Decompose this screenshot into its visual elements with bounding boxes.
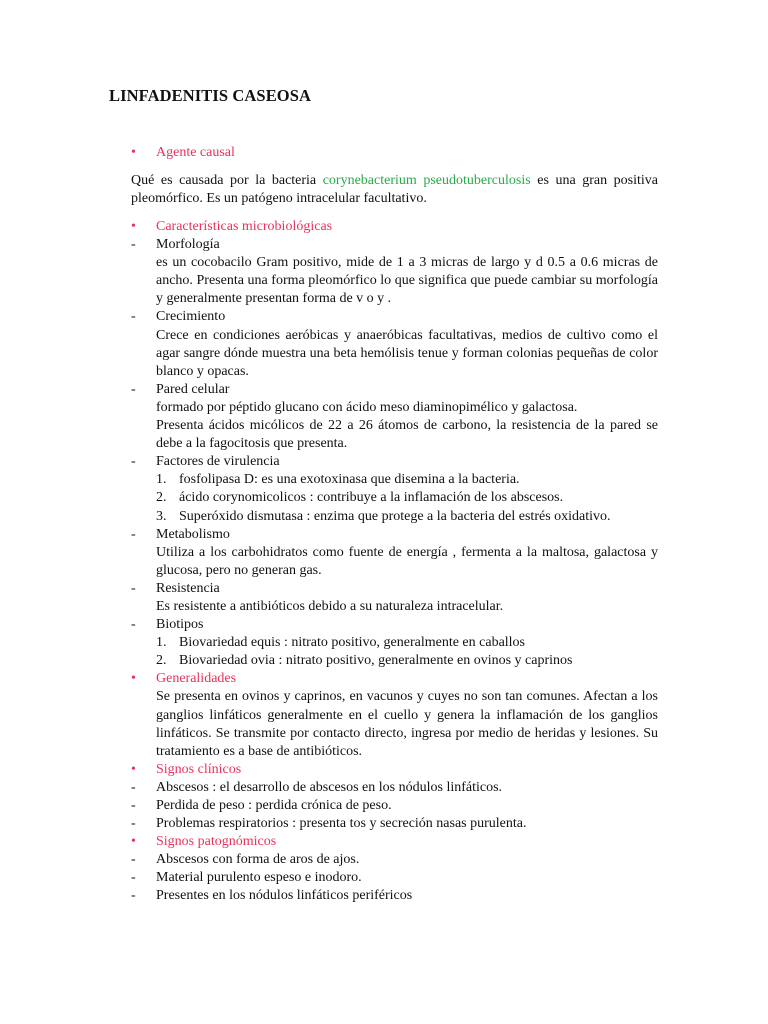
dash-icon: - <box>131 309 136 325</box>
bullet-icon: • <box>131 671 136 687</box>
factor-text: fosfolipasa D: es una exotoxinasa que disemina a la bacteria. <box>179 472 520 488</box>
dash-icon: - <box>131 237 136 253</box>
list-item <box>131 869 658 887</box>
list-item-crecimiento <box>131 308 658 380</box>
dash-icon: - <box>131 888 136 904</box>
bullet-item-signos-clinicos <box>131 761 658 779</box>
bullet-icon: • <box>131 761 136 777</box>
numbered-item <box>156 652 658 670</box>
text-crecimiento: Crece en condiciones aeróbicas y anaeróbicas facultativas, medios de cultivo como el agar sangre dónde muestra una beta hemólisis tenue y forman colonias pequeñas de color blanco y opacas. <box>156 327 658 379</box>
document-title: LINFADENITIS CASEOSA <box>109 86 312 105</box>
dash-icon: - <box>131 381 136 397</box>
heading-agente-causal: Agente causal <box>156 145 235 160</box>
label-factores: Factores de virulencia <box>156 454 280 470</box>
patognomico-text: Abscesos con forma de aros de ajos. <box>156 852 360 868</box>
list-item-factores <box>131 453 658 525</box>
item-number: 1. <box>156 635 167 651</box>
dash-icon: - <box>131 779 136 795</box>
text-morfologia: es un cocobacilo Gram positivo, mide de 1 a 3 micras de largo y d 0.5 a 0.6 micras de ancho. Presenta una forma pleomórfico lo que significa que puede cambiar su morfología y generalmente presentan forma de v o y . <box>156 255 658 307</box>
factor-text: Superóxido dismutasa : enzima que protege a la bacteria del estrés oxidativo. <box>179 508 611 524</box>
paragraph-agente <box>131 172 658 208</box>
text-resistencia: Es resistente a antibióticos debido a su naturaleza intracelular. <box>156 598 504 614</box>
label-crecimiento: Crecimiento <box>156 309 226 325</box>
heading-signos-clinicos: Signos clínicos <box>156 761 242 777</box>
list-item-resistencia <box>131 580 658 616</box>
list-item-biotipos <box>131 616 658 670</box>
dash-icon: - <box>131 580 136 596</box>
numbered-item <box>156 634 658 652</box>
numbered-item <box>156 508 658 526</box>
patognomico-text: Material purulento espeso e inodoro. <box>156 870 362 886</box>
dash-icon: - <box>131 870 136 886</box>
section-agente-causal <box>131 144 658 162</box>
agente-text-after: es una gran positiva pleomórfico. Es un patógeno intracelular facultativo. <box>131 173 658 207</box>
species-name: corynebacterium pseudotuberculosis <box>322 173 531 188</box>
label-metabolismo: Metabolismo <box>156 526 230 542</box>
biotipo-text: Biovariedad equis : nitrato positivo, generalmente en caballos <box>179 635 526 651</box>
item-number: 3. <box>156 508 167 524</box>
dash-icon: - <box>131 798 136 813</box>
list-item <box>131 815 658 833</box>
list-item-pared-celular <box>131 381 658 453</box>
heading-generalidades: Generalidades <box>156 671 237 687</box>
label-biotipos: Biotipos <box>156 617 204 633</box>
bullet-item-caracteristicas <box>131 218 658 236</box>
dash-icon: - <box>131 852 136 868</box>
label-resistencia: Resistencia <box>156 580 220 596</box>
bullet-item-signos-patognomicos <box>131 833 658 851</box>
bullet-item-agente-causal <box>131 144 658 162</box>
patognomico-text: Presentes en los nódulos linfáticos periféricos <box>156 888 413 904</box>
text-pared-1: formado por péptido glucano con ácido meso diaminopimélico y galactosa. <box>156 399 578 415</box>
bullet-item-generalidades <box>131 670 658 760</box>
text-generalidades: Se presenta en ovinos y caprinos, en vacunos y cuyes no son tan comunes. Afectan a los ganglios linfáticos generalmente en el cuello y genera la inflamación de los ganglios linfáticos. Se transmite por contacto directo, ingresa por medio de heridas y lesiones. Su tratamiento es a base de antibióticos. <box>156 689 658 759</box>
dash-icon: - <box>131 617 136 633</box>
factor-text: ácido corynomicolicos : contribuye a la inflamación de los abscesos. <box>179 490 564 506</box>
signo-text: Problemas respiratorios : presenta tos y secreción nasas purulenta. <box>156 816 527 832</box>
list-item <box>131 779 658 797</box>
heading-signos-patognomicos: Signos patognómicos <box>156 834 277 850</box>
dash-icon: - <box>131 816 136 832</box>
list-item-morfologia <box>131 236 658 308</box>
signo-text: Perdida de peso : perdida crónica de peso. <box>156 798 392 813</box>
biotipo-text: Biovariedad ovia : nitrato positivo, generalmente en ovinos y caprinos <box>179 653 573 669</box>
text-pared-2: Presenta ácidos micólicos de 22 a 26 átomos de carbono, la resistencia de la pared se debe a la fagocitosis que presenta. <box>156 418 658 452</box>
dash-icon: - <box>131 526 136 542</box>
bullet-icon: • <box>131 219 136 234</box>
bullet-icon: • <box>131 834 136 850</box>
bullet-icon: • <box>131 145 136 160</box>
agente-text-before: Qué es causada por la bacteria <box>131 173 323 188</box>
list-item <box>131 887 658 905</box>
item-number: 2. <box>156 653 167 669</box>
dash-icon: - <box>131 454 136 470</box>
list-item <box>131 851 658 869</box>
item-number: 2. <box>156 490 167 506</box>
text-metabolismo: Utiliza a los carbohidratos como fuente de energía , fermenta a la maltosa, galactosa y glucosa, pero no generan gas. <box>156 544 658 578</box>
item-number: 1. <box>156 472 167 488</box>
section-caracteristicas <box>131 218 658 906</box>
label-morfologia: Morfología <box>156 237 220 253</box>
signo-text: Abscesos : el desarrollo de abscesos en los nódulos linfáticos. <box>156 779 503 795</box>
heading-caracteristicas: Características microbiológicas <box>156 219 333 234</box>
label-pared-celular: Pared celular <box>156 381 230 397</box>
numbered-item <box>156 471 658 489</box>
list-item-metabolismo <box>131 526 658 580</box>
numbered-item <box>156 489 658 507</box>
list-item <box>131 797 658 815</box>
